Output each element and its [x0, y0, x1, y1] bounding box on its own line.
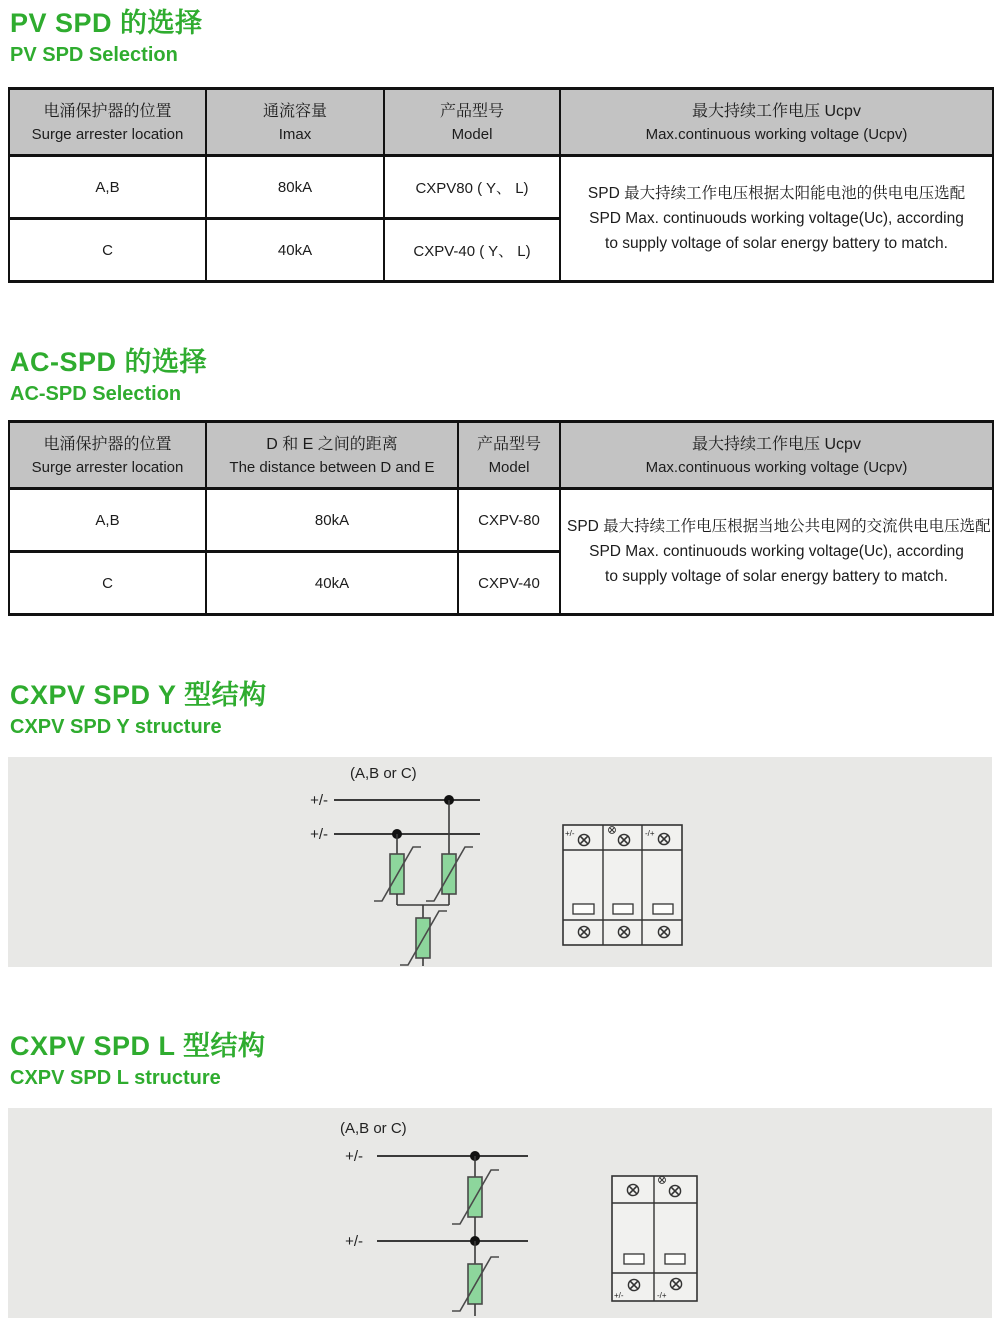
cell-location: C	[9, 219, 206, 282]
header-distance-d-e: D 和 E 之间的距离 The distance between D and E	[206, 422, 458, 489]
ac-spd-title-zh: AC-SPD 的选择	[10, 347, 208, 378]
header-model: 产品型号 Model	[384, 89, 560, 156]
status-window	[613, 904, 633, 914]
pv-spd-table-header-row	[9, 89, 993, 156]
cell-distance: 40kA	[206, 552, 458, 615]
status-window	[624, 1254, 644, 1264]
cell-imax: 40kA	[206, 219, 384, 282]
y-structure-title-en: CXPV SPD Y structure	[10, 716, 222, 739]
pv-spd-title-en: PV SPD Selection	[10, 44, 178, 67]
header-surge-arrester-location: 电涌保护器的位置 Surge arrester location	[9, 422, 206, 489]
status-window	[653, 904, 673, 914]
table-row	[9, 489, 993, 552]
status-window	[665, 1254, 685, 1264]
cell-location: C	[9, 552, 206, 615]
wire1-label: +/-	[310, 792, 328, 810]
y-structure-title-zh: CXPV SPD Y 型结构	[10, 680, 267, 711]
cell-location: A,B	[9, 156, 206, 219]
spd-device-2module	[612, 1176, 697, 1301]
cell-model: CXPV-80	[458, 489, 560, 552]
node-label: (A,B or C)	[350, 765, 417, 783]
wire2-label: +/-	[345, 1233, 363, 1251]
l-structure-diagram	[8, 1108, 992, 1318]
spd-device-3module	[563, 825, 682, 945]
l-structure-title-zh: CXPV SPD L 型结构	[10, 1031, 266, 1062]
y-structure-panel	[8, 757, 992, 967]
l-structure-section	[0, 1031, 1000, 1318]
node-label: (A,B or C)	[340, 1120, 407, 1138]
cell-location: A,B	[9, 489, 206, 552]
ac-spd-section	[0, 347, 1000, 616]
cell-model: CXPV-40	[458, 552, 560, 615]
header-model: 产品型号 Model	[458, 422, 560, 489]
y-structure-diagram	[8, 757, 992, 967]
cell-imax: 80kA	[206, 156, 384, 219]
cell-note: SPD 最大持续工作电压根据太阳能电池的供电电压选配 SPD Max. continuouds working voltage(Uc), according to supply voltage of solar energy battery to match.	[560, 156, 993, 282]
header-max-voltage: 最大持续工作电压 Ucpv Max.continuous working voltage (Ucpv)	[560, 89, 993, 156]
wire1-label: +/-	[345, 1148, 363, 1166]
header-imax: 通流容量 Imax	[206, 89, 384, 156]
cell-model: CXPV-40 ( Y、 L)	[384, 219, 560, 282]
device-terminal-label: -/+	[645, 829, 655, 839]
cell-model: CXPV80 ( Y、 L)	[384, 156, 560, 219]
device-terminal-label: -/+	[657, 1291, 667, 1301]
pv-spd-section	[0, 0, 1000, 283]
header-surge-arrester-location: 电涌保护器的位置 Surge arrester location	[9, 89, 206, 156]
y-structure-section	[0, 680, 1000, 967]
pv-spd-title-zh: PV SPD 的选择	[10, 8, 203, 38]
device-terminal-label: +/-	[614, 1291, 624, 1301]
l-structure-panel	[8, 1108, 992, 1318]
table-row	[9, 156, 993, 219]
wire2-label: +/-	[310, 826, 328, 844]
header-max-voltage: 最大持续工作电压 Ucpv Max.continuous working voltage (Ucpv)	[560, 422, 993, 489]
l-structure-title-en: CXPV SPD L structure	[10, 1067, 221, 1090]
cell-note: SPD 最大持续工作电压根据当地公共电网的交流供电电压选配 SPD Max. continuouds working voltage(Uc), according to supply voltage of solar energy battery to match.	[560, 489, 993, 615]
status-window	[573, 904, 594, 914]
ac-spd-table-header-row	[9, 422, 993, 489]
pv-spd-table	[8, 87, 994, 283]
cell-distance: 80kA	[206, 489, 458, 552]
device-terminal-label: +/-	[565, 829, 575, 839]
ac-spd-title-en: AC-SPD Selection	[10, 383, 182, 406]
ac-spd-table	[8, 420, 994, 616]
